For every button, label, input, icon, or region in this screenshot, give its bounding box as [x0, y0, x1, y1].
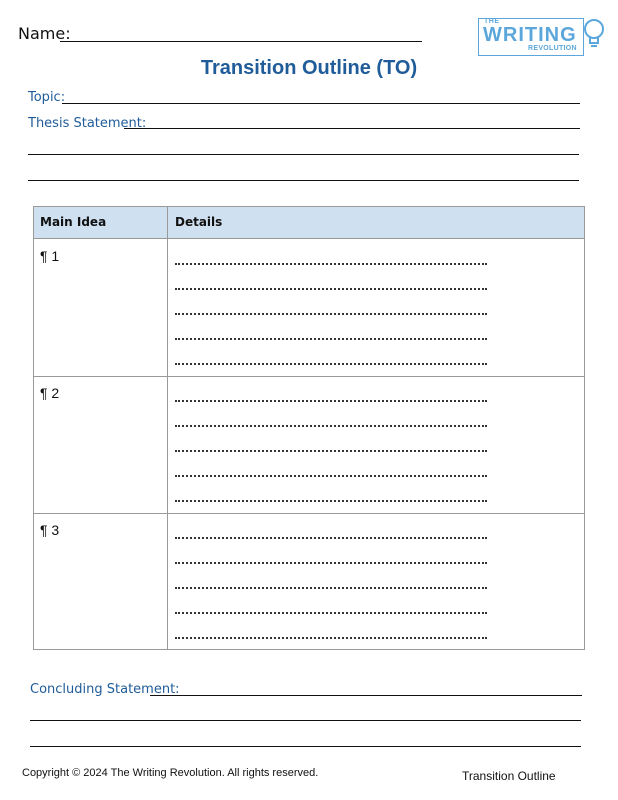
column-divider [167, 206, 168, 650]
detail-line[interactable] [175, 475, 487, 477]
concluding-line-3[interactable] [30, 746, 581, 747]
logo-text-revolution: REVOLUTION [528, 45, 577, 52]
thesis-label: Thesis Statement: [28, 116, 147, 131]
detail-line[interactable] [175, 313, 487, 315]
name-line[interactable] [60, 41, 422, 42]
detail-line[interactable] [175, 363, 487, 365]
copyright-text: Copyright © 2024 The Writing Revolution. All rights reserved. [22, 767, 319, 779]
concluding-label: Concluding Statement: [30, 682, 180, 697]
paragraph-3-label: ¶ 3 [40, 522, 60, 538]
detail-line[interactable] [175, 338, 487, 340]
lightbulb-icon [582, 18, 606, 52]
header-main-idea: Main Idea [40, 215, 107, 229]
row-divider-1 [33, 376, 585, 377]
page-title: Transition Outline (TO) [200, 57, 418, 79]
detail-line[interactable] [175, 612, 487, 614]
thesis-line-1[interactable] [124, 128, 580, 129]
table-header-row [34, 207, 584, 239]
row-divider-2 [33, 513, 585, 514]
detail-line[interactable] [175, 263, 487, 265]
thesis-line-2[interactable] [28, 154, 579, 155]
paragraph-2-label: ¶ 2 [40, 385, 60, 401]
paragraph-1-label: ¶ 1 [40, 248, 60, 264]
detail-line[interactable] [175, 562, 487, 564]
topic-label: Topic: [28, 90, 66, 105]
logo-text-writing: WRITING [483, 24, 577, 46]
detail-line[interactable] [175, 425, 487, 427]
outline-table [33, 206, 585, 650]
logo-text-the: THE [484, 18, 500, 25]
header-details: Details [175, 215, 223, 229]
detail-line[interactable] [175, 537, 487, 539]
detail-line[interactable] [175, 400, 487, 402]
topic-line[interactable] [62, 103, 580, 104]
concluding-line-1[interactable] [150, 695, 582, 696]
detail-line[interactable] [175, 500, 487, 502]
document-name: Transition Outline [462, 769, 556, 783]
detail-line[interactable] [175, 288, 487, 290]
detail-line[interactable] [175, 637, 487, 639]
detail-line[interactable] [175, 587, 487, 589]
name-label: Name: [18, 24, 71, 43]
concluding-line-2[interactable] [30, 720, 581, 721]
detail-line[interactable] [175, 450, 487, 452]
thesis-line-3[interactable] [28, 180, 579, 181]
